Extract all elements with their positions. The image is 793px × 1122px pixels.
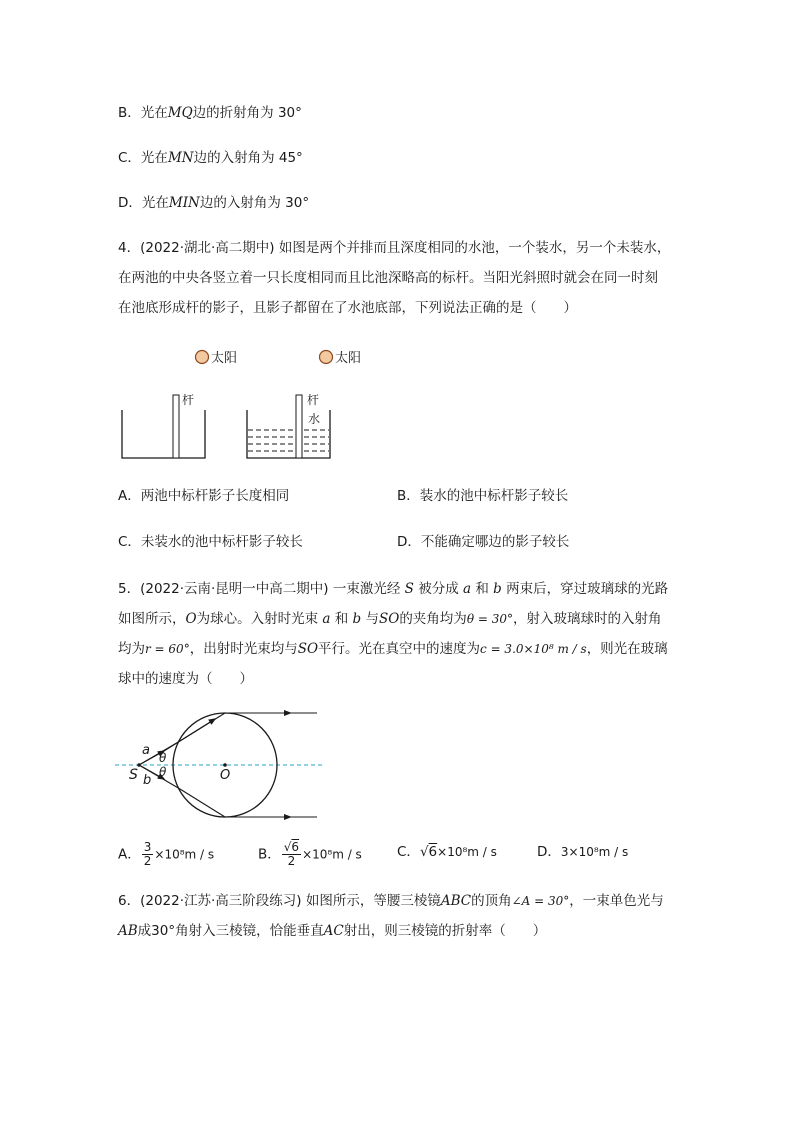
q5-option-c: C．√6×10⁸m / s (397, 844, 497, 860)
sun-icon (196, 351, 209, 364)
question-5-stem (118, 574, 688, 694)
q5-glass-sphere-figure (112, 705, 327, 825)
q4-option-d: D．不能确定哪边的影子较长 (397, 534, 570, 550)
water-label: 水 (308, 412, 321, 426)
label-b: b (143, 773, 152, 788)
q6-line-1: 6．(2022·江苏·高三阶段练习) 如图所示，等腰三棱镜ABC的顶角∠A = 30°，一束单色光与 (118, 893, 664, 909)
q4-pool-figure (110, 340, 390, 465)
q4-option-c: C．未装水的池中标杆影子较长 (118, 534, 303, 550)
rod-label-left: 杆 (182, 393, 195, 407)
q4-option-b: B．装水的池中标杆影子较长 (397, 488, 569, 504)
arrow-b-exit (284, 814, 292, 820)
rod-right (296, 395, 302, 458)
question-6-stem (118, 886, 688, 946)
fraction: $\frac{3}{2}$ (143, 840, 152, 868)
label-s: S (129, 767, 138, 783)
q5-option-d: D．3×10⁸m / s (537, 844, 629, 860)
sun-icon (320, 351, 333, 364)
option-q3-b: B．光在MQ边的折射角为 30° (118, 105, 302, 121)
label-a: a (142, 743, 150, 758)
arrow-a-exit (284, 710, 292, 716)
q4-option-a: A．两池中标杆影子长度相同 (118, 488, 290, 504)
center-point (223, 763, 227, 767)
label-theta-top: θ (159, 751, 167, 765)
label-theta-bottom: θ (159, 765, 167, 779)
rod-label-right: 杆 (307, 393, 320, 407)
fraction: $\frac{√6}{2}$ (283, 840, 300, 868)
sun-label-2: 太阳 (335, 351, 362, 366)
water-hatching (248, 430, 329, 451)
q4-line-1: 4．(2022·湖北·高二期中) 如图是两个并排而且深度相同的水池，一个装水，另一个未装水， (118, 240, 671, 256)
beam-b-refracted (180, 789, 225, 817)
q5-option-a: A． $\frac{3}{2}$ ×10⁸m / s (118, 840, 215, 868)
question-4-stem (118, 233, 678, 323)
q6-line-2: AB成30°角射入三棱镜，恰能垂直AC射出，则三棱镜的折射率（ ） (118, 923, 547, 939)
beam-a-refracted (180, 713, 225, 741)
q4-line-3: 在池底形成杆的影子，且影子都留在了水池底部，下列说法正确的是（ ） (118, 300, 577, 316)
label-o: O (220, 768, 231, 783)
q5-line-3: 均为r = 60°，出射时光束均与SO平行。光在真空中的速度为c = 3.0×10⁸ m / s，则光在玻璃 (118, 641, 668, 657)
option-q3-d: D．光在MIN边的入射角为 30° (118, 195, 310, 211)
q5-line-4: 球中的速度为（ ） (118, 671, 253, 687)
option-q3-c: C．光在MN边的入射角为 45° (118, 150, 303, 166)
q5-line-2: 如图所示，O为球心。入射时光束 a 和 b 与SO的夹角均为θ = 30°，射入玻璃球时的入射角 (118, 611, 662, 627)
q4-line-2: 在两池的中央各竖立着一只长度相同而且比池深略高的标杆。当阳光斜照时就会在同一时刻 (118, 270, 658, 286)
sun-label-1: 太阳 (211, 351, 238, 366)
q5-option-b: B． $\frac{√6}{2}$ ×10⁸m / s (258, 840, 362, 868)
q5-line-1: 5．(2022·云南·昆明一中高二期中) 一束激光经 S 被分成 a 和 b 两束后，穿过玻璃球的光路 (118, 581, 669, 597)
rod-left (173, 395, 179, 458)
empty-pool (122, 410, 205, 458)
